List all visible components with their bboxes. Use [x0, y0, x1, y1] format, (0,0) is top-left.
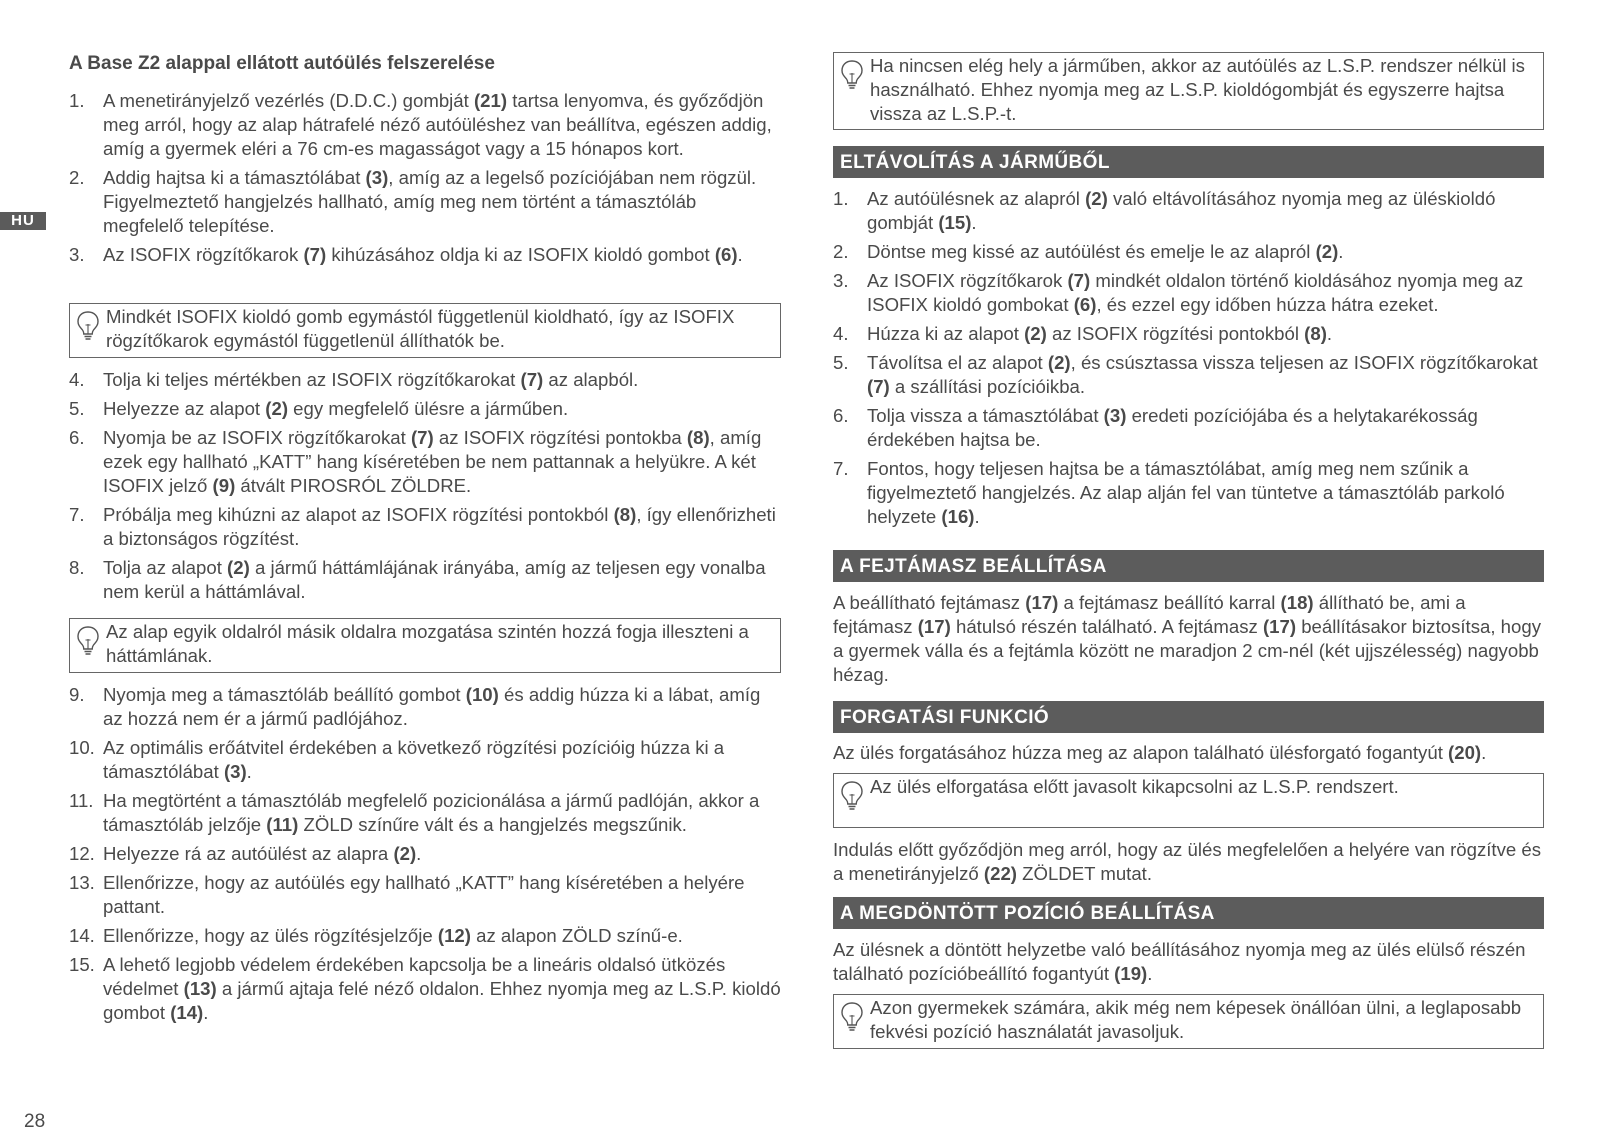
note-text: Az ülés elforgatása előtt javasolt kikapcsolni az L.S.P. rendszert. — [870, 776, 1399, 797]
step-text: Próbálja meg kihúzni az alapot az ISOFIX rögzítési pontokból (8), így ellenőrizheti a biztonságos rögzítést. — [103, 504, 776, 549]
lightbulb-icon — [840, 780, 864, 812]
list-item — [69, 89, 781, 161]
step-text: Tolja az alapot (2) a jármű háttámlájának irányába, amíg az teljesen egy vonalba nem kerül a háttámlával. — [103, 557, 766, 602]
lightbulb-icon — [840, 59, 864, 91]
step-number: 1. — [69, 90, 85, 111]
step-text: Az optimális erőátvitel érdekében a következő rögzítési pozícióig húzza ki a támasztólábat (3). — [103, 737, 725, 782]
removal-steps-list — [833, 187, 1544, 534]
list-item — [833, 457, 1544, 529]
step-text: Döntse meg kissé az autóülést és emelje le az alapról (2). — [867, 241, 1344, 262]
step-number: 9. — [69, 684, 85, 705]
installation-heading: A Base Z2 alappal ellátott autóülés felszerelése — [69, 53, 495, 74]
step-text: Helyezze az alapot (2) egy megfelelő ülésre a járműben. — [103, 398, 569, 419]
section-rotation: FORGATÁSI FUNKCIÓ — [833, 701, 1544, 733]
step-text: Tolja vissza a támasztólábat (3) eredeti pozíciójába és a helytakarékosság érdekében hajtsa be. — [867, 405, 1478, 450]
list-item — [69, 368, 781, 392]
step-text: Helyezze rá az autóülést az alapra (2). — [103, 843, 422, 864]
step-number: 7. — [833, 458, 849, 479]
step-number: 2. — [833, 241, 849, 262]
step-number: 7. — [69, 504, 85, 525]
step-text: Húzza ki az alapot (2) az ISOFIX rögzítési pontokból (8). — [867, 323, 1333, 344]
list-item — [69, 397, 781, 421]
list-item — [69, 953, 781, 1025]
list-item — [69, 924, 781, 948]
list-item — [69, 736, 781, 784]
lightbulb-icon — [76, 310, 100, 342]
step-text: Ellenőrizze, hogy az autóülés egy hallható „KATT” hang kíséretében a helyére pattant. — [103, 872, 745, 917]
step-text: Ha megtörtént a támasztóláb megfelelő pozicionálása a jármű padlóján, akkor a támasztóláb jelzője (11) ZÖLD színűre vált és a hangjelzés megszűnik. — [103, 790, 760, 835]
list-item — [69, 556, 781, 604]
step-number: 3. — [833, 270, 849, 291]
step-number: 13. — [69, 872, 95, 893]
note-lsp-space — [833, 52, 1544, 130]
step-text: A lehető legjobb védelem érdekében kapcsolja be a lineáris oldalsó ütközés védelmet (13) a jármű ajtaja felé néző oldalon. Ehhez nyomja meg az L.S.P. kioldó gombot (14). — [103, 954, 781, 1023]
note-text: Ha nincsen elég hely a járműben, akkor az autóülés az L.S.P. rendszer nélkül is használható. Ehhez nyomja meg az L.S.P. kioldógombját és egyszerre hajtsa vissza az L.S.P.-t. — [870, 55, 1525, 124]
step-number: 4. — [833, 323, 849, 344]
step-text: Ellenőrizze, hogy az ülés rögzítésjelzője (12) az alapon ZÖLD színű-e. — [103, 925, 683, 946]
list-item — [69, 789, 781, 837]
step-number: 10. — [69, 737, 95, 758]
steps-list-c — [69, 683, 781, 1030]
step-number: 2. — [69, 167, 85, 188]
recline-paragraph: Az ülésnek a döntött helyzetbe való beállításához nyomja meg az ülés elülső részén található pozícióbeállító fogantyút (19). — [833, 939, 1526, 984]
step-number: 12. — [69, 843, 95, 864]
step-number: 15. — [69, 954, 95, 975]
note-isofix-independent — [69, 303, 781, 358]
step-text: Távolítsa el az alapot (2), és csúsztassa vissza teljesen az ISOFIX rögzítőkarokat (7) a szállítási pozícióikba. — [867, 352, 1538, 397]
step-number: 14. — [69, 925, 95, 946]
step-text: Nyomja be az ISOFIX rögzítőkarokat (7) az ISOFIX rögzítési pontokba (8), amíg ezek egy hallható „KATT” hang kíséretében be nem pattannak a helyükre. A két ISOFIX jelző (9) átvált PIROSRÓL ZÖLDRE. — [103, 427, 762, 496]
headrest-paragraph: A beállítható fejtámasz (17) a fejtámasz beállító karral (18) állítható be, ami a fejtámasz (17) hátulsó részén található. A fejtámasz (17) beállításakor biztosítsa, hogy a gyermek válla és a fejtámla között ne maradjon 2 cm-nél (két ujjszélesség) nagyobb hézag. — [833, 592, 1541, 685]
step-text: Az ISOFIX rögzítőkarok (7) kihúzásához oldja ki az ISOFIX kioldó gombot (6). — [103, 244, 743, 265]
step-number: 5. — [69, 398, 85, 419]
list-item — [833, 240, 1544, 264]
step-number: 1. — [833, 188, 849, 209]
rotation-paragraph-2: Indulás előtt győződjön meg arról, hogy az ülés megfelelően a helyére van rögzítve és a menetirányjelző (22) ZÖLDET mutat. — [833, 839, 1542, 884]
step-text: Fontos, hogy teljesen hajtsa be a támasztólábat, amíg meg nem szűnik a figyelmeztető hangjelzés. Az alap alján fel van tüntetve a támasztóláb parkoló helyzete (16). — [867, 458, 1505, 527]
step-number: 6. — [69, 427, 85, 448]
step-text: Az autóülésnek az alapról (2) való eltávolításához nyomja meg az üléskioldó gombját (15). — [867, 188, 1496, 233]
step-number: 11. — [69, 790, 94, 811]
page-number: 28 — [24, 1111, 46, 1132]
step-number: 6. — [833, 405, 849, 426]
list-item — [69, 503, 781, 551]
note-text: Az alap egyik oldalról másik oldalra mozgatása szintén hozzá fogja illeszteni a háttámlának. — [106, 621, 749, 666]
lightbulb-icon — [76, 625, 100, 657]
section-recline: A MEGDÖNTÖTT POZÍCIÓ BEÁLLÍTÁSA — [833, 897, 1544, 929]
note-side-alignment — [69, 618, 781, 673]
step-number: 3. — [69, 244, 85, 265]
language-tag: HU — [0, 212, 46, 230]
list-item — [69, 243, 781, 267]
steps-list-a — [69, 89, 781, 272]
list-item — [833, 322, 1544, 346]
section-removal: ELTÁVOLÍTÁS A JÁRMŰBŐL — [833, 146, 1544, 178]
step-text: Az ISOFIX rögzítőkarok (7) mindkét oldalon történő kioldásához nyomja meg az ISOFIX kioldó gombokat (6), és ezzel egy időben húzza hátra ezeket. — [867, 270, 1524, 315]
list-item — [69, 842, 781, 866]
list-item — [833, 187, 1544, 235]
list-item — [69, 166, 781, 238]
note-text: Mindkét ISOFIX kioldó gomb egymástól függetlenül kioldható, így az ISOFIX rögzítőkarok egymástól függetlenül állíthatók be. — [106, 306, 735, 351]
section-headrest: A FEJTÁMASZ BEÁLLÍTÁSA — [833, 550, 1544, 582]
rotation-paragraph: Az ülés forgatásához húzza meg az alapon található ülésforgató fogantyút (20). — [833, 742, 1487, 763]
step-text: Nyomja meg a támasztóláb beállító gombot (10) és addig húzza ki a lábat, amíg az hozzá nem ér a jármű padlójához. — [103, 684, 761, 729]
list-item — [833, 269, 1544, 317]
list-item — [69, 871, 781, 919]
step-number: 5. — [833, 352, 849, 373]
list-item — [833, 351, 1544, 399]
list-item — [69, 426, 781, 498]
list-item — [69, 683, 781, 731]
list-item — [833, 404, 1544, 452]
step-text: Addig hajtsa ki a támasztólábat (3), amíg az a legelső pozíciójában nem rögzül. Figyelmeztető hangjelzés hallható, amíg meg nem történt a támasztóláb megfelelő telepítése. — [103, 167, 757, 236]
steps-list-b — [69, 368, 781, 609]
step-text: A menetirányjelző vezérlés (D.D.C.) gombját (21) tartsa lenyomva, és győződjön meg arról, hogy az alap hátrafelé néző autóüléshez van beállítva, egészen addig, amíg a gyermek eléri a 76 cm-es magasságot vagy a 15 hónapos kort. — [103, 90, 772, 159]
note-rotation-lsp — [833, 773, 1544, 828]
note-text: Azon gyermekek számára, akik még nem képesek önállóan ülni, a leglaposabb fekvési pozíció használatát javasoljuk. — [870, 997, 1522, 1042]
step-text: Tolja ki teljes mértékben az ISOFIX rögzítőkarokat (7) az alapból. — [103, 369, 639, 390]
step-number: 8. — [69, 557, 85, 578]
step-number: 4. — [69, 369, 85, 390]
lightbulb-icon — [840, 1001, 864, 1033]
note-recline-position — [833, 994, 1544, 1049]
